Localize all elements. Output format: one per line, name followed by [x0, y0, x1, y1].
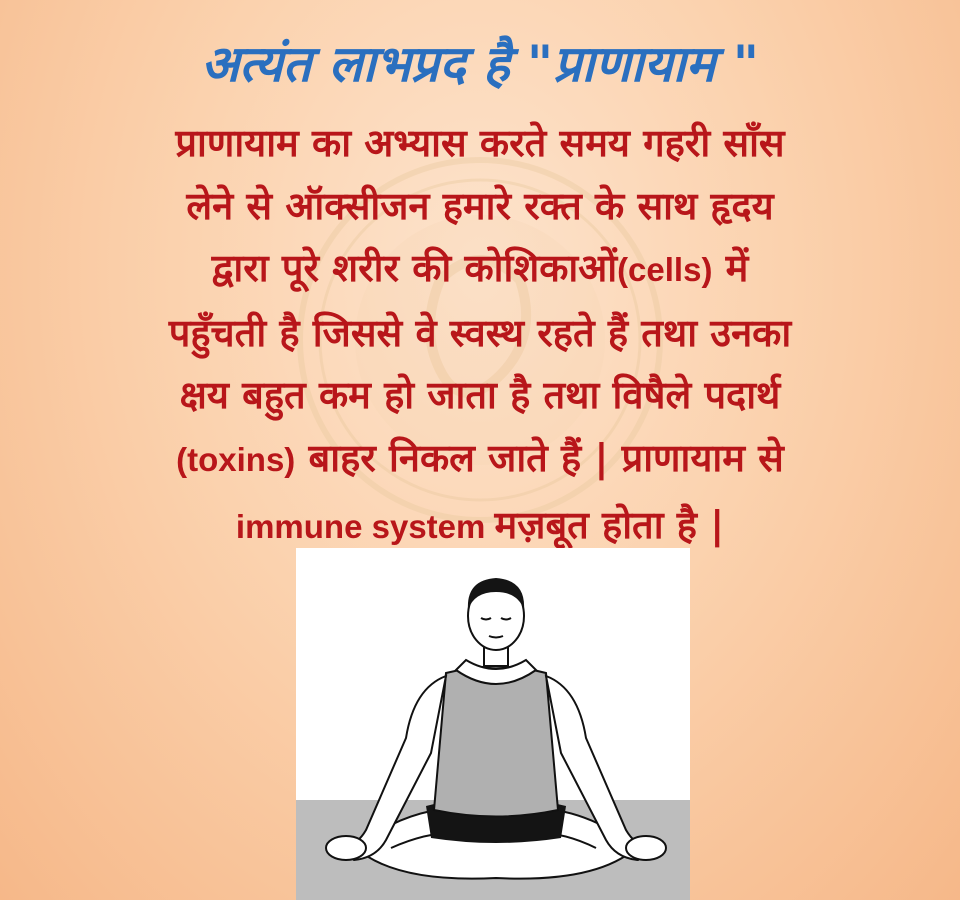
body-line: [20, 237, 940, 302]
english-term-immune-system: immune system: [235, 508, 495, 545]
body-line: पहुँचती है जिससे वे स्वस्थ रहते हैं तथा उनका: [168, 310, 792, 355]
english-term-toxins: (toxins): [176, 440, 296, 478]
meditation-illustration: [296, 548, 690, 900]
english-term-cells: (cells): [617, 251, 713, 288]
body-line: प्राणायाम का अभ्यास करते समय गहरी साँस: [175, 121, 785, 165]
poster-body: [20, 112, 940, 559]
line-text: द्वारा पूरे शरीर की कोशिकाओं: [211, 246, 618, 290]
line-text: में: [712, 246, 749, 290]
meditating-man-illustration-icon: [296, 548, 690, 900]
body-line: क्षय बहुत कम हो जाता है तथा विषैले पदार्थ: [179, 373, 781, 417]
body-line: [20, 427, 940, 492]
line-text: बाहर निकल जाते हैं | प्राणायाम से: [295, 435, 784, 480]
body-line: लेने से ऑक्सीजन हमारे रक्त के साथ हृदय: [186, 183, 774, 228]
line-text: मज़बूत होता है |: [494, 503, 725, 547]
poster-title: अत्यंत लाभप्रद है "प्राणायाम ": [201, 35, 759, 93]
